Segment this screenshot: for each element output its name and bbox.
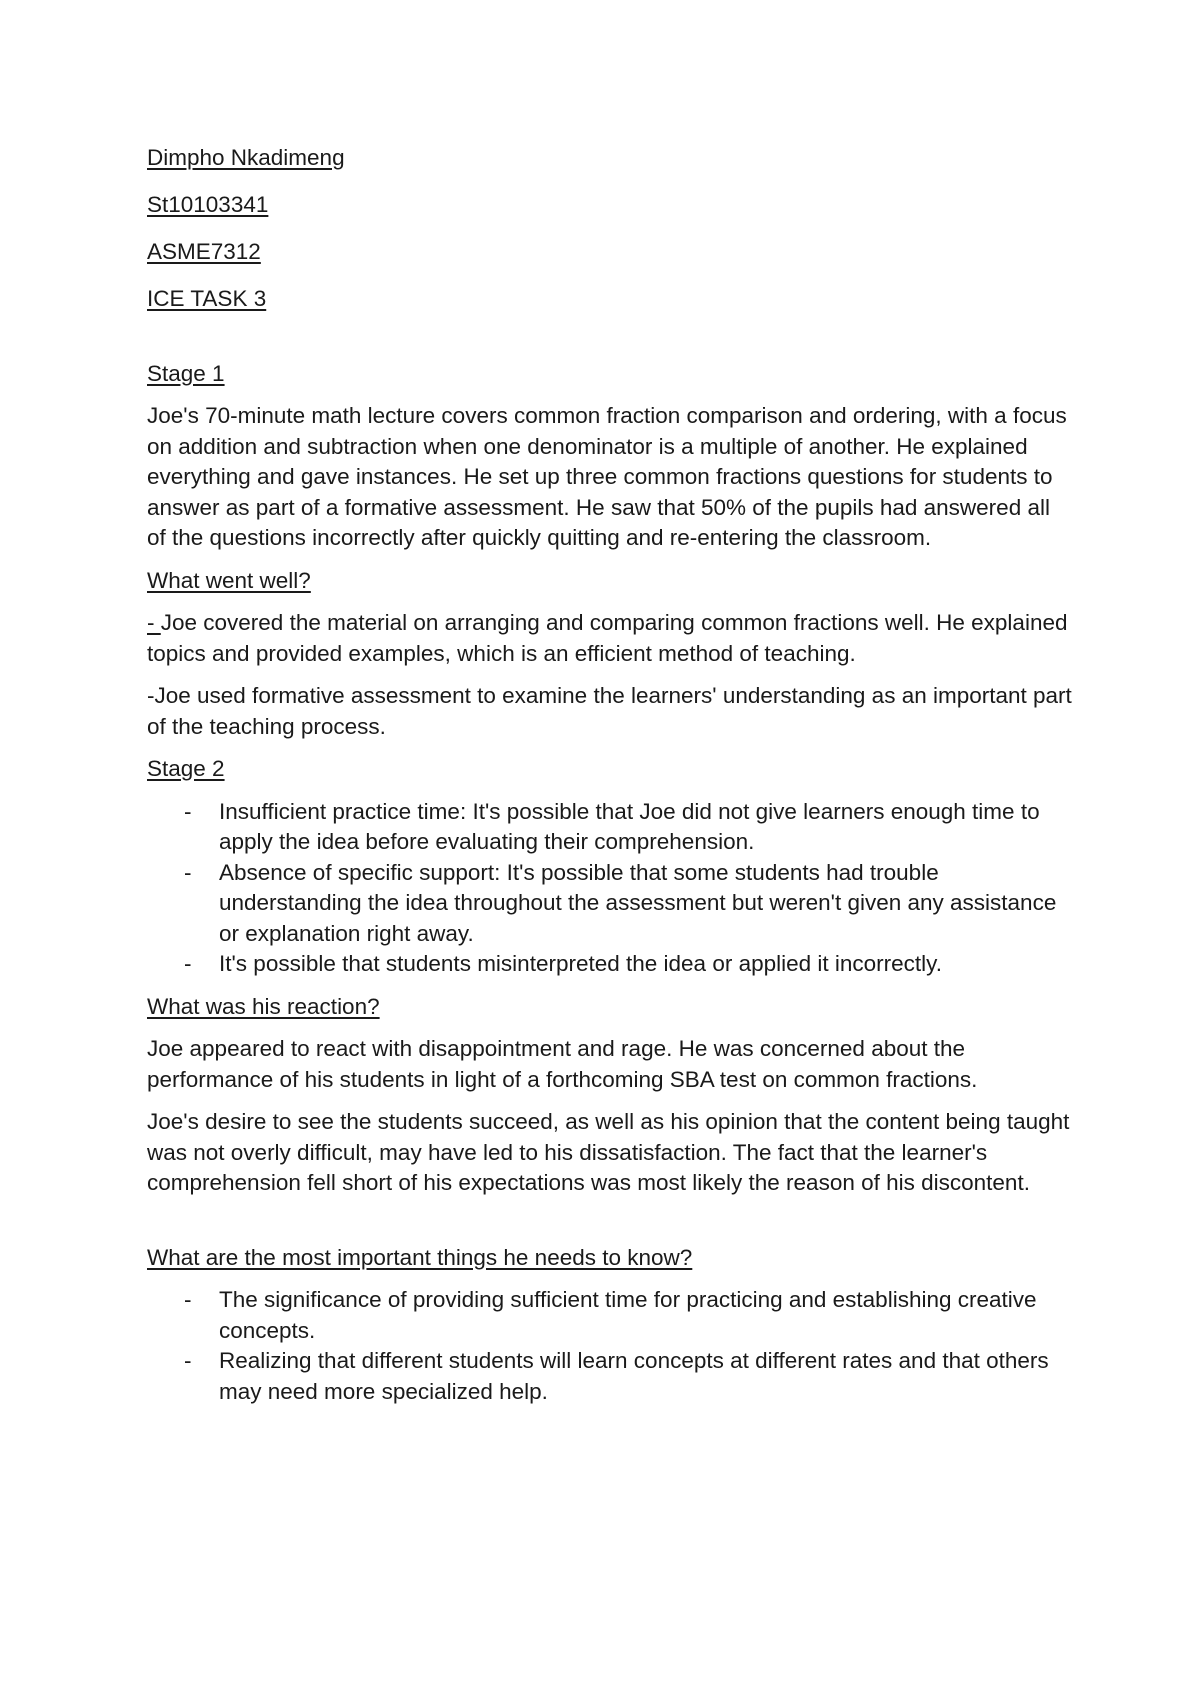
- bullet-dash: -: [184, 1287, 192, 1312]
- went-well-point-1-dash: -: [147, 610, 161, 635]
- bullet-dash: -: [184, 859, 192, 885]
- stage1-heading: Stage 1: [147, 360, 225, 386]
- list-item-text: The significance of providing sufficient time for practicing and establishing creative concepts.: [219, 1287, 1037, 1343]
- stage2-heading: Stage 2: [147, 756, 225, 781]
- spacer: [147, 1199, 1072, 1243]
- bullet-dash: -: [184, 951, 192, 976]
- stage2-list: [147, 797, 1072, 980]
- reaction-heading: What was his reaction?: [147, 993, 380, 1019]
- author-name: Dimpho Nkadimeng: [147, 145, 345, 170]
- list-item: [147, 858, 1072, 950]
- task-title: ICE TASK 3: [147, 286, 267, 311]
- important-heading: What are the most important things he needs to know?: [147, 1244, 693, 1270]
- went-well-point-1-text: Joe covered the material on arranging and comparing common fractions well. He explained topics and provided examples, which is an efficient method of teaching.: [147, 610, 1068, 666]
- went-well-heading: What went well?: [147, 567, 311, 593]
- important-list: [147, 1285, 1072, 1407]
- list-item-text: It's possible that students misinterpreted the idea or applied it incorrectly.: [219, 951, 942, 976]
- list-item: [147, 797, 1072, 858]
- bullet-dash: -: [184, 1348, 192, 1373]
- list-item: [147, 1285, 1072, 1346]
- list-item-text: Realizing that different students will learn concepts at different rates and that others may need more specialized help.: [219, 1348, 1049, 1404]
- bullet-dash: -: [184, 798, 192, 824]
- list-item-text: Absence of specific support: It's possible that some students had trouble understanding the idea throughout the assessment but weren't given any assistance or explanation right away.: [219, 859, 1057, 946]
- list-item: [147, 1346, 1072, 1407]
- reaction-paragraph-2: Joe's desire to see the students succeed, as well as his opinion that the content being taught was not overly difficult, may have led to his dissatisfaction. The fact that the learner's comprehension fell short of his expectations was most likely the reason of his discontent.: [147, 1109, 1070, 1195]
- student-number: St10103341: [147, 192, 269, 217]
- went-well-point-2: -Joe used formative assessment to examine the learners' understanding as an important part of the teaching process.: [147, 683, 1072, 739]
- stage1-paragraph: Joe's 70-minute math lecture covers common fraction comparison and ordering, with a focus on addition and subtraction when one denominator is a multiple of another. He explained everything and gave instances. He set up three common fractions questions for students to answer as part of a formative assessment. He saw that 50% of the pupils had answered all of the questions incorrectly after quickly quitting and re-entering the classroom.: [147, 403, 1067, 550]
- list-item-text: Insufficient practice time: It's possible that Joe did not give learners enough time to apply the idea before evaluating their comprehension.: [219, 798, 1040, 854]
- document-page: [147, 143, 1072, 1419]
- list-item: [147, 949, 1072, 980]
- module-code: ASME7312: [147, 239, 261, 264]
- reaction-paragraph-1: Joe appeared to react with disappointment and rage. He was concerned about the performance of his students in light of a forthcoming SBA test on common fractions.: [147, 1036, 978, 1092]
- went-well-point-1: [147, 608, 1072, 669]
